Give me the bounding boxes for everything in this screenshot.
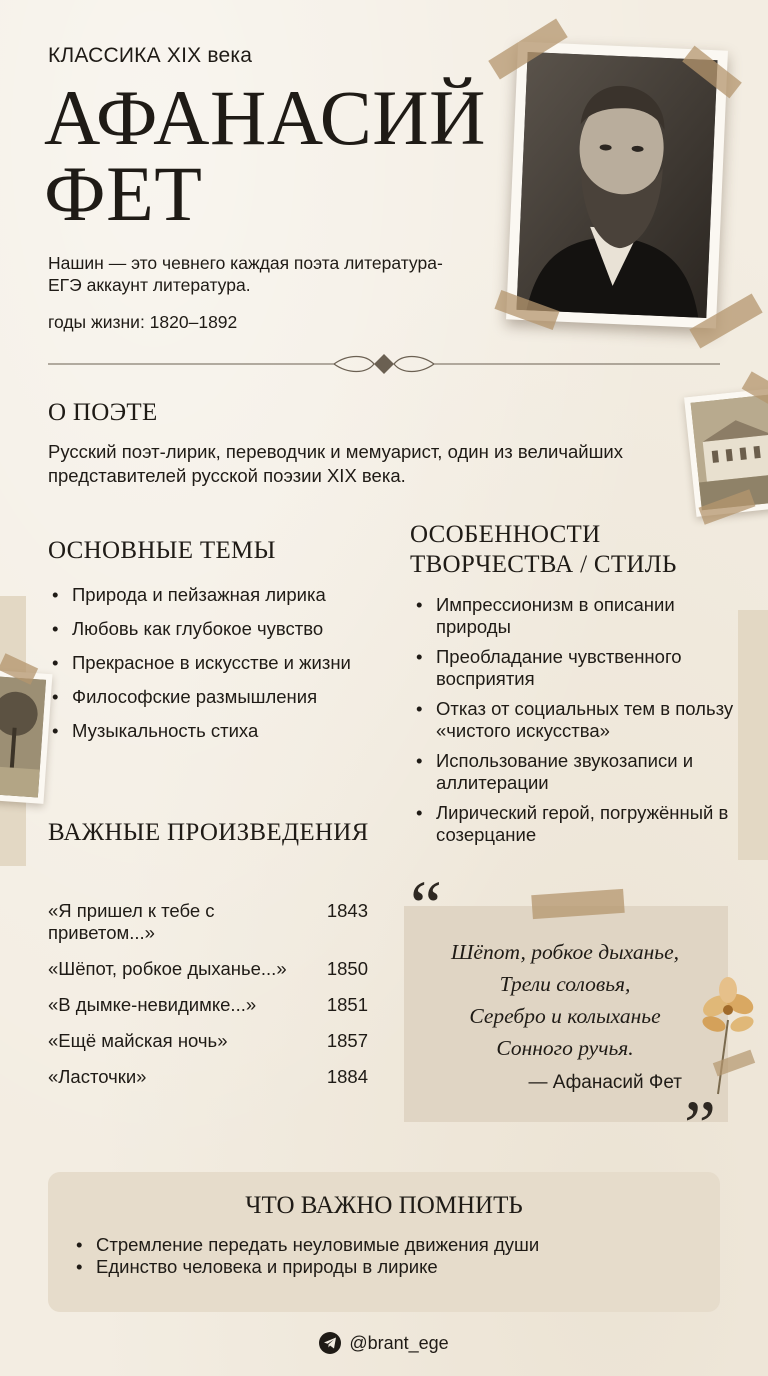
work-year: 1850 [326,958,368,979]
list-item: • Преобладание чувственного восприятия [414,646,734,690]
portrait-illustration [516,52,717,318]
list-item: • Философские размышления [50,686,390,708]
quote-line: Сонного ручья. [496,1036,634,1060]
list-item: • Любовь как глубокое чувство [50,618,390,640]
themes-list [50,584,390,754]
quote-author: — Афанасий Фет [528,1072,682,1093]
remember-box [48,1172,720,1312]
estate-image [691,394,768,511]
work-title: «Шёпот, робкое дыханье...» [48,958,287,979]
list-item: • Природа и пейзажная лирика [50,584,390,606]
work-title: «Я пришел к тебе с приветом...» [48,900,215,943]
title-line-1: АФАНАСИЙ [44,74,486,161]
pressed-flower-icon [694,976,760,1096]
life-years: годы жизни: 1820–1892 [48,312,238,332]
remember-heading: ЧТО ВАЖНО ПОМНИТЬ [245,1192,523,1219]
work-year: 1843 [326,900,368,921]
works-heading: ВАЖНЫЕ ПРОИЗВЕДЕНИЯ [48,819,369,846]
about-text: Русский поэт-лирик, переводчик и мемуарист, один из величайших представителей русской поэзии XIX века. [48,441,624,486]
work-year: 1884 [326,1066,368,1087]
park-image [0,676,46,797]
subtitle: Нашин — это чевнего каждая поэта литература-ЕГЭ аккаунт литература. [48,253,443,295]
footer [0,1332,768,1354]
account-handle-link[interactable]: @brant_ege [349,1332,449,1353]
list-item: • Прекрасное в искусстве и жизни [50,652,390,674]
eyebrow-label: КЛАССИКА XIX века [48,44,253,67]
open-quote-icon: “ [410,866,442,946]
ornament-divider [48,352,720,376]
list-item: • Стремление передать неуловимые движения души [74,1234,714,1256]
work-row [48,900,368,944]
list-item: • Импрессионизм в описании природы [414,594,734,638]
list-item: • Музыкальность стиха [50,720,390,742]
list-item: • Использование звукозаписи и аллитерации [414,750,734,794]
about-heading: О ПОЭТЕ [48,399,158,426]
work-row [48,1030,368,1052]
work-title: «Ещё майская ночь» [48,1030,228,1051]
portrait-image [516,52,717,318]
quote-line: Серебро и колыханье [469,1004,661,1028]
park-illustration [0,676,46,797]
quote-line: Шёпот, робкое дыханье, [450,940,680,964]
portrait-photo [506,42,728,329]
work-row [48,1066,368,1088]
works-list [48,900,368,1102]
park-photo [0,670,52,804]
title-line-2: ФЕТ [44,150,203,237]
themes-heading: ОСНОВНЫЕ ТЕМЫ [48,537,276,564]
work-row [48,958,368,980]
quote-text [420,936,710,1064]
work-title: «В дымке-невидимке...» [48,994,257,1015]
list-item: • Отказ от социальных тем в пользу «чистого искусства» [414,698,734,742]
quote-line: Трели соловья, [499,972,631,996]
page-title [44,74,486,237]
work-year: 1851 [326,994,368,1015]
work-row [48,994,368,1016]
paper-scrap-right [738,610,768,860]
features-heading: ОСОБЕННОСТИ ТВОРЧЕСТВА / СТИЛЬ [410,521,677,578]
remember-list [74,1234,714,1278]
list-item: • Лирический герой, погружённый в созерцание [414,802,734,846]
work-year: 1857 [326,1030,368,1051]
list-item: • Единство человека и природы в лирике [74,1256,714,1278]
close-quote-icon: ” [684,1086,716,1166]
features-list [414,594,734,854]
telegram-glyph [323,1336,337,1350]
telegram-icon[interactable] [319,1332,341,1354]
work-title: «Ласточки» [48,1066,147,1087]
estate-illustration [691,394,768,511]
